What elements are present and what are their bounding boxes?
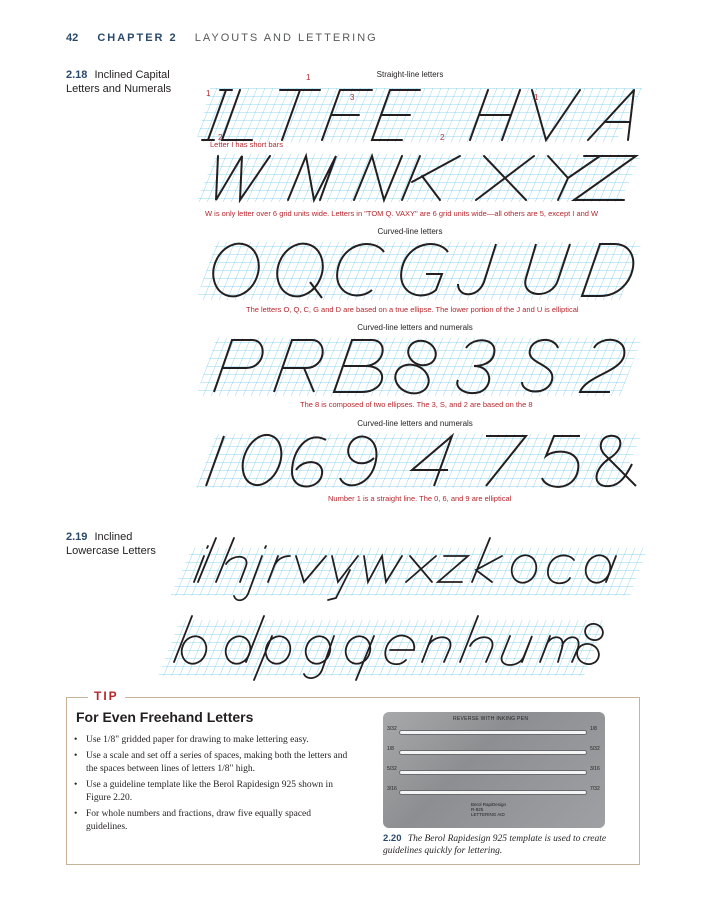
template-slot (399, 790, 587, 795)
svg-text:2: 2 (440, 133, 445, 142)
tip-item: • Use a guideline template like the Berol Rapidesign 925 shown in Figure 2.20. (74, 779, 350, 805)
figure-number: 2.20 (383, 833, 402, 844)
fraction-left: 5/32 (387, 766, 397, 772)
tip-item: • Use 1/8" gridded paper for drawing to make lettering easy. (74, 734, 350, 747)
template-slot (399, 770, 587, 775)
chapter-label: CHAPTER 2 (97, 32, 178, 44)
grid-block (196, 434, 642, 488)
svg-text:2: 2 (218, 133, 223, 142)
fraction-right: 1/8 (590, 726, 597, 732)
panel-title-straight: Straight-line letters (376, 70, 444, 79)
figure-title: Inclined Capital Letters and Numerals (66, 69, 172, 95)
page-number: 42 (66, 32, 79, 44)
template-brand-line: R-925 (471, 807, 484, 812)
tip-tag: TIP (88, 689, 125, 703)
svg-text:1: 1 (534, 93, 539, 102)
svg-text:1: 1 (306, 73, 311, 82)
curved-letters-row (196, 238, 642, 302)
fraction-left: 1/8 (387, 746, 394, 752)
tip-title: For Even Freehand Letters (76, 709, 254, 725)
lowercase-row2 (158, 610, 606, 680)
running-head (66, 32, 378, 44)
caption-text: The Berol Rapidesign 925 template is used to create guidelines quickly for lettering. (383, 834, 607, 856)
fraction-right: 5/32 (590, 746, 600, 752)
note-grid-units: W is only letter over 6 grid units wide. Letters in "TOM Q. VAXY" are 6 grid units wide—all others are 5, except I and W (205, 209, 599, 218)
template-header: REVERSE WITH INKING PEN (453, 716, 529, 722)
section-label: LAYOUTS AND LETTERING (194, 32, 378, 44)
fraction-right: 7/32 (590, 786, 600, 792)
panel-title-curved-numerals-1: Curved-line letters and numerals (357, 323, 473, 332)
fraction-left: 3/32 (387, 726, 397, 732)
template-slot (399, 730, 587, 735)
template-brand (471, 802, 506, 817)
template-slot (399, 750, 587, 755)
svg-text:1: 1 (206, 89, 211, 98)
figure-2-19-label (66, 530, 156, 558)
figure-2-18-label (66, 68, 186, 96)
curved-letters-numerals-row2 (196, 430, 642, 492)
figure-number: 2.19 (66, 531, 88, 543)
template-brand-line: LETTERING AID (471, 812, 505, 817)
note-eight: The 8 is composed of two ellipses. The 3, S, and 2 are based on the 8 (300, 400, 533, 409)
lowercase-row1 (170, 530, 648, 606)
panel-title-curved-numerals-2: Curved-line letters and numerals (357, 419, 473, 428)
note-number-one: Number 1 is a straight line. The 0, 6, and 9 are elliptical (328, 494, 512, 503)
fraction-right: 3/16 (590, 766, 600, 772)
fraction-left: 3/16 (387, 786, 397, 792)
note-letter-i: Letter I has short bars (210, 140, 283, 149)
straight-letters-row2 (196, 150, 642, 206)
panel-title-curved: Curved-line letters (377, 227, 443, 236)
curved-letters-numerals-row1 (196, 334, 642, 398)
figure-title: Inclined Lowercase Letters (66, 531, 156, 557)
svg-text:3: 3 (350, 93, 355, 102)
rapidesign-template-image (383, 712, 605, 828)
tip-item: • For whole numbers and fractions, draw five equally spaced guidelines. (74, 808, 350, 834)
tip-list (74, 734, 350, 837)
figure-2-20-caption (383, 833, 613, 857)
tip-item: • Use a scale and set off a series of spaces, making both the letters and the spaces between lines of letters 1/8" high. (74, 750, 350, 776)
template-brand-line: Berol RapiDesign (471, 802, 507, 807)
note-ellipse: The letters O, Q, C, G and D are based on a true ellipse. The lower portion of the J and U is elliptical (246, 305, 579, 314)
grid-block (196, 242, 642, 300)
grid-block (170, 548, 648, 596)
figure-number: 2.18 (66, 69, 88, 81)
